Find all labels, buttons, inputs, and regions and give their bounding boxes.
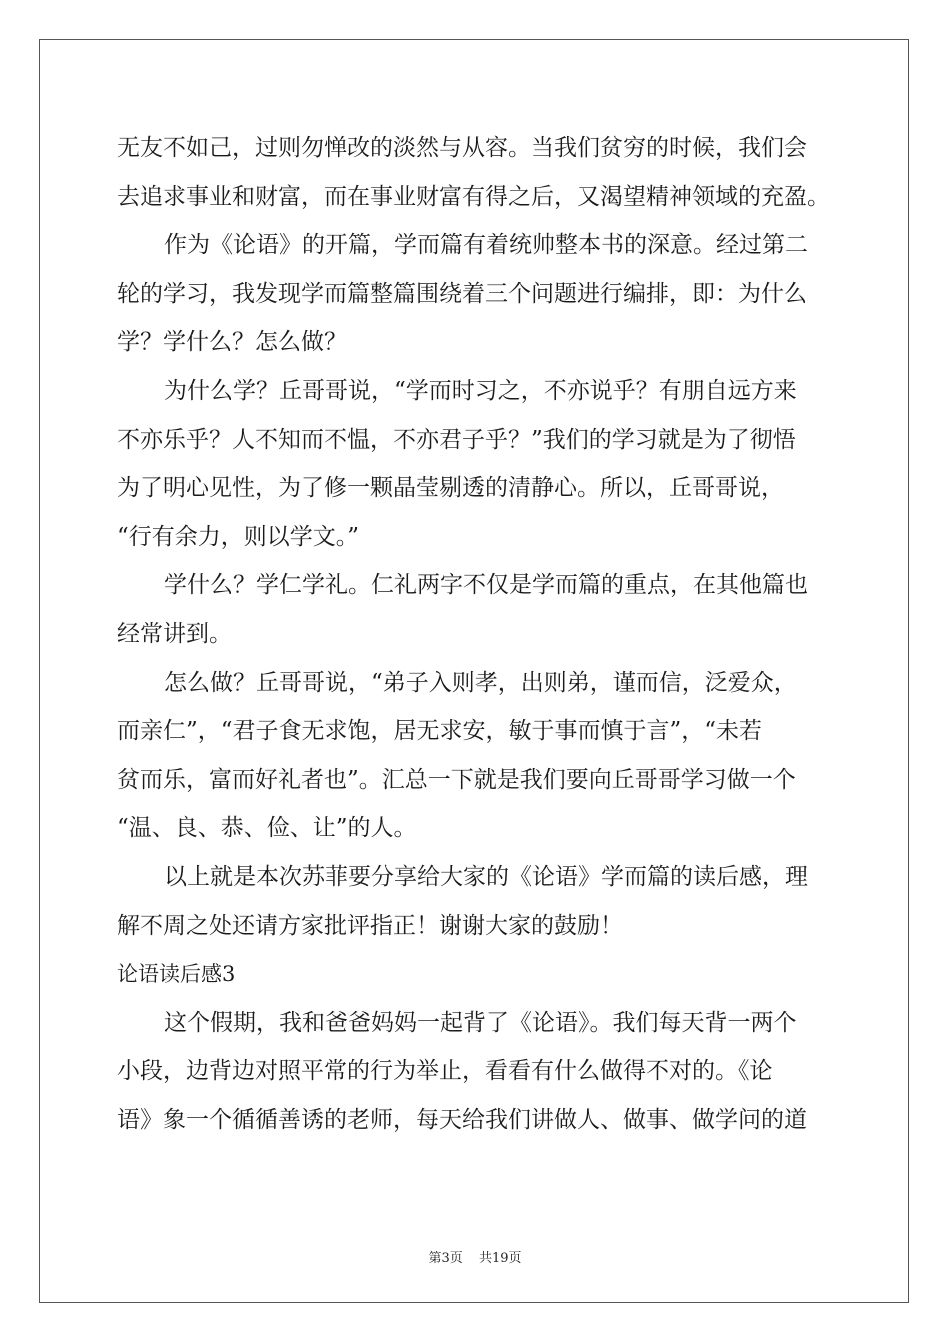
text-line: 不亦乐乎？人不知而不愠，不亦君子乎？”我们的学习就是为了彻悟 bbox=[117, 426, 796, 453]
paragraph-start: 学什么？学仁学礼。仁礼两字不仅是学而篇的重点，在其他篇也 bbox=[164, 572, 808, 599]
page-total: 共19页 bbox=[478, 1251, 522, 1266]
text-line: 经常讲到。 bbox=[117, 620, 232, 647]
text-line: 小段，边背边对照平常的行为举止，看看有什么做得不对的。《论 bbox=[117, 1058, 773, 1085]
paragraph-start: 以上就是本次苏菲要分享给大家的《论语》学而篇的读后感，理 bbox=[164, 863, 808, 890]
paragraph-start: 为什么学？丘哥哥说，“学而时习之，不亦说乎？有朋自远方来 bbox=[164, 377, 797, 404]
text-line: “行有余力，则以学文。” bbox=[117, 523, 360, 550]
text-line: 学？学什么？怎么做？ bbox=[117, 329, 347, 356]
section-heading: 论语读后感3 bbox=[117, 962, 236, 987]
text-line: 轮的学习，我发现学而篇整篇围绕着三个问题进行编排，即：为什么 bbox=[117, 280, 807, 307]
text-line: 解不周之处还请方家批评指正！谢谢大家的鼓励！ bbox=[117, 912, 623, 939]
page-footer bbox=[0, 1247, 950, 1266]
text-line: 语》象一个循循善诱的老师，每天给我们讲做人、做事、做学问的道 bbox=[117, 1106, 807, 1133]
text-line: 为了明心见性，为了修一颗晶莹剔透的清静心。所以，丘哥哥说， bbox=[117, 475, 784, 502]
paragraph-start: 怎么做？丘哥哥说，“弟子入则孝，出则弟，谨而信，泛爱众， bbox=[164, 669, 797, 696]
text-line: 贫而乐，富而好礼者也”。汇总一下就是我们要向丘哥哥学习做一个 bbox=[117, 766, 796, 793]
text-line: 去追求事业和财富，而在事业财富有得之后，又渴望精神领域的充盈。 bbox=[117, 183, 830, 210]
paragraph-start: 作为《论语》的开篇，学而篇有着统帅整本书的深意。经过第二 bbox=[164, 232, 808, 259]
paragraph-start: 这个假期，我和爸爸妈妈一起背了《论语》。我们每天背一两个 bbox=[164, 1009, 797, 1036]
text-line: “温、良、恭、俭、让”的人。 bbox=[117, 815, 417, 842]
text-line: 而亲仁”，“君子食无求饱，居无求安，敏于事而慎于言”，“未若 bbox=[117, 718, 763, 745]
page-number: 第3页 bbox=[428, 1251, 463, 1266]
text-line: 无友不如己，过则勿惮改的淡然与从容。当我们贫穷的时候，我们会 bbox=[117, 135, 807, 161]
document-body bbox=[117, 124, 837, 1144]
